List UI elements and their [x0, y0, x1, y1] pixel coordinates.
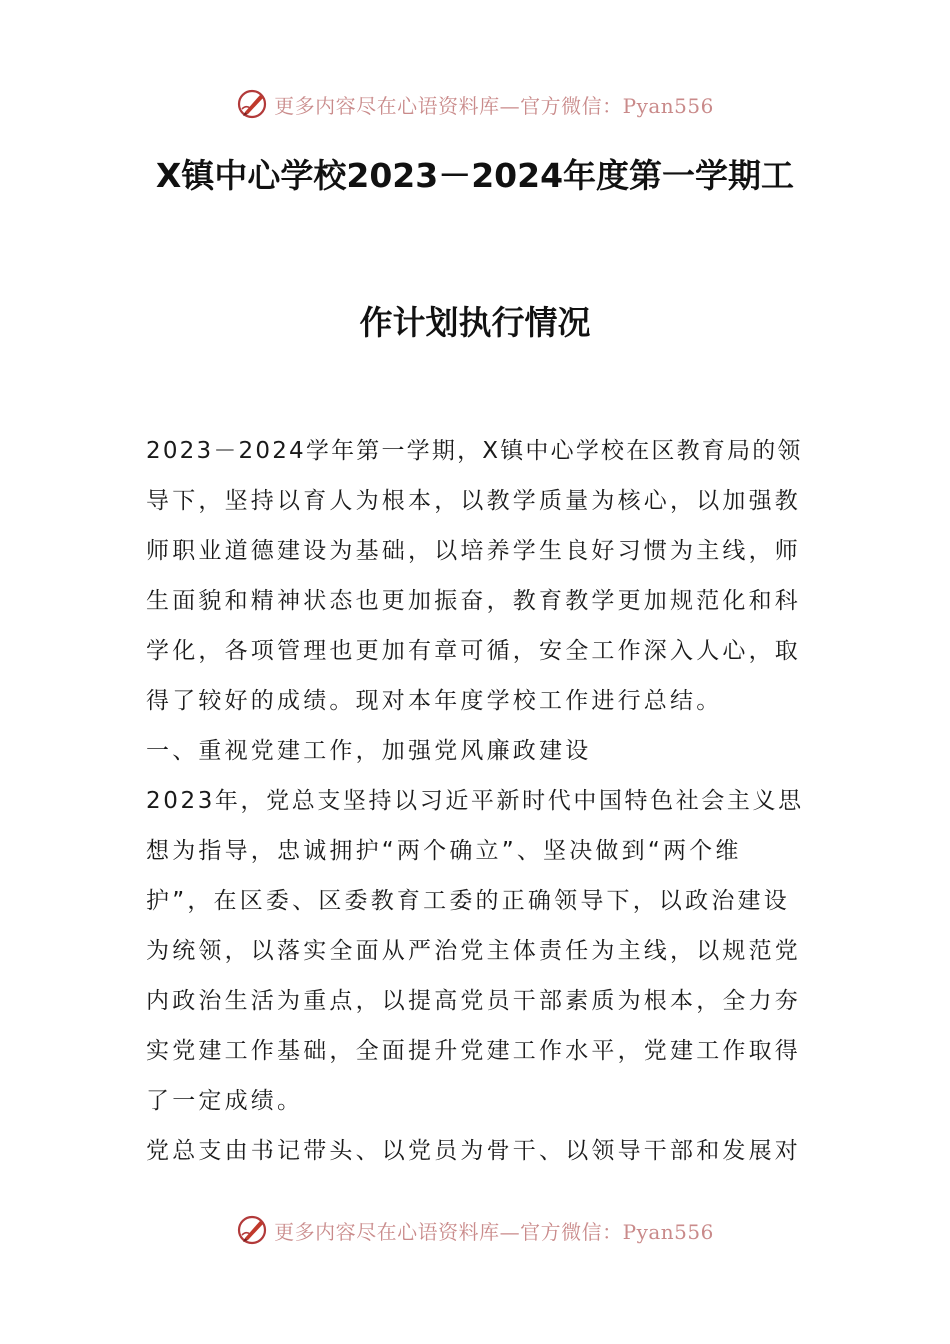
document-title-line-1: X镇中心学校2023－2024年度第一学期工	[155, 156, 795, 195]
body-line: 想为指导，忠诚拥护“两个确立”、坚决做到“两个维	[146, 838, 742, 864]
body-line: 了一定成绩。	[146, 1088, 304, 1114]
header-watermark	[0, 84, 950, 124]
pen-logo-icon	[236, 1213, 270, 1247]
body-line: 学化，各项管理也更加有章可循，安全工作深入人心，取	[146, 638, 801, 664]
watermark-text: 更多内容尽在心语资料库—官方微信：Pyan556	[274, 93, 714, 118]
body-line: 师职业道德建设为基础，以培养学生良好习惯为主线，师	[146, 538, 801, 564]
body-line: 2023年，党总支坚持以习近平新时代中国特色社会主义思	[146, 788, 804, 814]
body-line: 得了较好的成绩。现对本年度学校工作进行总结。	[146, 688, 723, 714]
document-body	[146, 426, 806, 1176]
body-line: 2023－2024学年第一学期，X镇中心学校在区教育局的领	[146, 438, 803, 464]
body-line: 为统领，以落实全面从严治党主体责任为主线，以规范党	[146, 938, 801, 964]
document-title-line-2: 作计划执行情况	[359, 303, 591, 342]
body-line: 内政治生活为重点，以提高党员干部素质为根本，全力夯	[146, 988, 801, 1014]
footer-watermark	[0, 1210, 950, 1250]
body-line: 护”，在区委、区委教育工委的正确领导下，以政治建设	[146, 888, 790, 914]
body-line: 导下，坚持以育人为根本，以教学质量为核心，以加强教	[146, 488, 801, 514]
pen-logo-icon	[236, 87, 270, 121]
body-line: 实党建工作基础，全面提升党建工作水平，党建工作取得	[146, 1038, 801, 1064]
body-line: 党总支由书记带头、以党员为骨干、以领导干部和发展对	[146, 1138, 801, 1164]
watermark-text: 更多内容尽在心语资料库—官方微信：Pyan556	[274, 1219, 714, 1244]
section-heading: 一、重视党建工作，加强党风廉政建设	[146, 738, 592, 764]
body-line: 生面貌和精神状态也更加振奋，教育教学更加规范化和科	[146, 588, 801, 614]
